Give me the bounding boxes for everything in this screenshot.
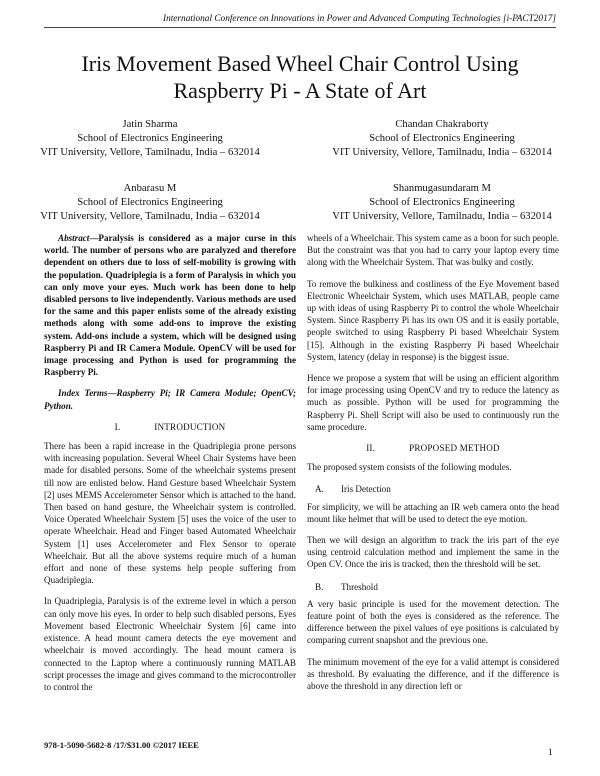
intro-paragraph-2: In Quadriplegia, Paralysis is of the extreme level in which a person can only move his eyes. In order to help such disabled persons, Eyes Movement based Electronic Wheelchair System [6] came into existence. A head mount camera detects the eye movement and wheelchair is moved accordingly. The head mount camera is connected to the Laptop where a continuously running MATLAB script processes the image and gives command to the microcontroller to control the [44, 596, 296, 692]
author-dept: School of Electronics Engineering [77, 133, 223, 144]
author-name: Anbarasu M [123, 183, 177, 194]
conference-header: International Conference on Innovations in Power and Advanced Computing Technologies [i-PACT2017] [162, 14, 556, 24]
author-affiliation: VIT University, Vellore, Tamilnadu, India – 632014 [40, 147, 260, 158]
author-block-4 [302, 182, 582, 224]
right-paragraph-2: To remove the bulkiness and costliness of the Eye Movement based Electronic Wheelchair System, which uses MATLAB, people came up with ideas of using Raspberry Pi to control the whole Wheelchair System. Since Raspberry Pi has its own OS and it is easily portable, people switched to using Raspberry Pi based Wheelchair System [15]. Although in the existing Raspberry Pi based Wheelchair System, latency (delay in response) is the biggest issue. [307, 278, 559, 362]
isbn-footer: 978-1-5090-5682-8 /17/$31.00 ©2017 IEEE [44, 740, 199, 750]
author-name: Jatin Sharma [122, 119, 178, 130]
threshold-paragraph-2: The minimum movement of the eye for a valid attempt is considered as threshold. By evaluating the difference, and if the difference is above the threshold in any direction left or [307, 656, 559, 692]
iris-paragraph-2: Then we will design an algorithm to track the iris part of the eye using centroid calculation method and implement the same in the Open CV. Once the iris is tracked, then the threshold will be set. [307, 535, 559, 570]
author-dept: School of Electronics Engineering [77, 197, 223, 208]
author-block-2 [302, 118, 582, 160]
page-number: 1 [548, 748, 553, 758]
abstract-label: Abstract [58, 233, 90, 243]
author-dept: School of Electronics Engineering [369, 133, 515, 144]
section-number: I. [114, 421, 121, 432]
index-terms: Index Terms—Raspberry Pi; IR Camera Module; OpenCV; Python. [44, 388, 296, 411]
subsection-number: A. [315, 484, 324, 495]
threshold-paragraph-1: A very basic principle is used for the movement detection. The feature point of both the eyes is considered as the reference. The difference between the pixel values of eye positions is calculated by comparing current snapshot and the previous one. [307, 598, 559, 646]
author-affiliation: VIT University, Vellore, Tamilnadu, India – 632014 [332, 147, 552, 158]
abstract [44, 232, 296, 378]
author-name: Shanmugasundaram M [393, 183, 491, 194]
section-number: II. [366, 443, 376, 454]
subsection-number: B. [315, 581, 324, 592]
intro-paragraph-1: There has been a rapid increase in the Quadriplegia prone persons with increasing population. Several Wheel Chair Systems have been made for disabled persons. Some of the wheelchair systems present till now are enlisted below. Hand Gesture based Wheelchair System [2] uses MEMS Accelerometer Sensor which is attached to the hand. Then based on hand gesture, the Wheelchair system is controlled. Voice Operated Wheelchair System [5] uses the voice of the user to operate Wheelchair. Head and Finger based Automated Wheelchair System [1] uses Accelerometer and Flex Sensor to operate Wheelchair. But all the above systems require much of a human effort and none of these systems help people suffering from Quadriplegia. [44, 441, 296, 586]
section-heading-proposed-method [307, 442, 559, 454]
right-paragraph-3: Hence we propose a system that will be using an efficient algorithm for image processing using OpenCV and try to reduce the latency as much as possible. Python will be used for programming the Raspberry Pi. Shell Script will also be used to continuously run the same procedure. [307, 373, 559, 432]
subsection-title: Iris Detection [341, 484, 391, 495]
right-paragraph-1: wheels of a Wheelchair. This system came as a boon for such people. But the constraint was that you had to carry your laptop every time along with the Wheelchair System. That was bulky and costly. [307, 233, 559, 268]
author-affiliation: VIT University, Vellore, Tamilnadu, India – 632014 [40, 211, 260, 222]
author-block-1 [10, 118, 290, 160]
section-title: INTRODUCTION [154, 421, 226, 432]
proposed-intro: The proposed system consists of the following modules. [307, 462, 512, 473]
subsection-title: Threshold [341, 581, 378, 592]
title-line-2: Raspberry Pi - A State of Art [173, 78, 427, 103]
paper-title [0, 50, 600, 104]
iris-paragraph-1: For simplicity, we will be attaching an IR web camera onto the head mount like helmet that will be used to detect the eye motion. [307, 501, 559, 524]
abstract-text: —Paralysis is considered as a major curse in this world. The number of persons who are paralyzed and therefore dependent on others due to loss of self-mobility is growing with the population. Quadriplegia is a form of Paralysis in which you can only move your eyes. Much work has been done to help disabled persons to live independently. Various methods are used for the same and this paper enlists some of the already existing methods along with some add-ons to improve the existing system. Add-ons include a system, which will be designed using Raspberry Pi and IR Camera Module. OpenCV will be used for image processing and Python is used for programming the Raspberry Pi. [44, 233, 296, 378]
subsection-heading-threshold [315, 581, 559, 593]
title-line-1: Iris Movement Based Wheel Chair Control Using [81, 51, 519, 76]
subsection-heading-iris-detection [315, 483, 559, 495]
author-block-3 [10, 182, 290, 224]
author-dept: School of Electronics Engineering [369, 197, 515, 208]
header-rule [44, 27, 556, 28]
author-affiliation: VIT University, Vellore, Tamilnadu, India – 632014 [332, 211, 552, 222]
author-name: Chandan Chakraborty [395, 119, 489, 130]
left-column [44, 232, 296, 702]
section-title: PROPOSED METHOD [409, 443, 500, 454]
right-column [307, 232, 559, 701]
section-heading-introduction [44, 421, 296, 433]
